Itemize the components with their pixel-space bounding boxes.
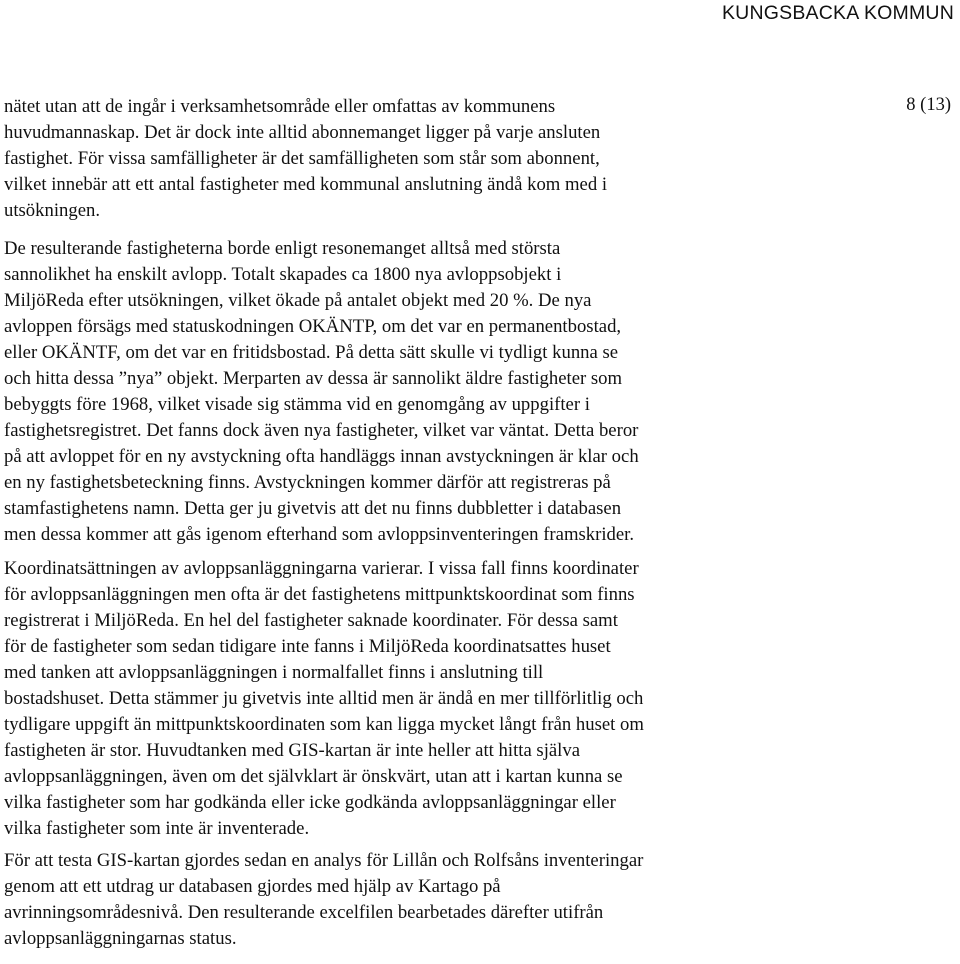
text-line: För att testa GIS-kartan gjordes sedan en analys för Lillån och Rolfsåns inventeringar <box>4 850 644 871</box>
text-line: tydligare uppgift än mittpunktskoordinaten som kan ligga mycket långt från huset om <box>4 714 644 735</box>
text-line: fastighetsregistret. Det fanns dock även nya fastigheter, vilket var väntat. Detta beror <box>4 420 639 441</box>
page-number: 8 (13) <box>906 95 951 115</box>
paragraph-3 <box>4 556 776 842</box>
text-line: nätet utan att de ingår i verksamhetsområde eller omfattas av kommunens <box>4 96 556 117</box>
text-line: utsökningen. <box>4 200 101 221</box>
text-line: för avloppsanläggningen men ofta är det fastighetens mittpunktskoordinat som finns <box>4 584 635 605</box>
paragraph-1 <box>4 94 776 224</box>
text-line: en ny fastighetsbeteckning finns. Avstyckningen kommer därför att registreras på <box>4 472 611 493</box>
organization-name: KUNGSBACKA KOMMUN <box>721 2 954 24</box>
text-line: men dessa kommer att gås igenom efterhand som avloppsinventeringen framskrider. <box>4 524 635 545</box>
text-line: sannolikhet ha enskilt avlopp. Totalt skapades ca 1800 nya avloppsobjekt i <box>4 264 562 285</box>
text-line: fastigheten är stor. Huvudtanken med GIS-kartan är inte heller att hitta själva <box>4 740 581 761</box>
text-line: vilka fastigheter som har godkända eller icke godkända avloppsanläggningar eller <box>4 792 616 813</box>
text-line: avloppen försägs med statuskodningen OKÄNTP, om det var en permanentbostad, <box>4 316 622 337</box>
text-line: genom att ett utdrag ur databasen gjordes med hjälp av Kartago på <box>4 876 501 897</box>
text-line: bostadshuset. Detta stämmer ju givetvis inte alltid men är ändå en mer tillförlitlig och <box>4 688 644 709</box>
paragraph-2 <box>4 236 776 548</box>
text-line: stamfastighetens namn. Detta ger ju givetvis att det nu finns dubbletter i databasen <box>4 498 622 519</box>
text-line: avloppsanläggningarnas status. <box>4 928 237 949</box>
text-line: vilka fastigheter som inte är inventerade. <box>4 818 310 839</box>
text-line: med tanken att avloppsanläggningen i normalfallet finns i anslutning till <box>4 662 544 683</box>
text-line: fastighet. För vissa samfälligheter är det samfälligheten som står som abonnent, <box>4 148 600 169</box>
text-line: på att avloppet för en ny avstyckning ofta handläggs innan avstyckningen är klar och <box>4 446 639 467</box>
text-line: MiljöReda efter utsökningen, vilket ökade på antalet objekt med 20 %. De nya <box>4 290 592 311</box>
text-line: huvudmannaskap. Det är dock inte alltid abonnemanget ligger på varje ansluten <box>4 122 601 143</box>
text-line: De resulterande fastigheterna borde enligt resonemanget alltså med största <box>4 238 561 259</box>
text-line: och hitta dessa ”nya” objekt. Merparten av dessa är sannolikt äldre fastigheter som <box>4 368 623 389</box>
text-line: för de fastigheter som sedan tidigare inte fanns i MiljöReda koordinatsattes huset <box>4 636 611 657</box>
document-body <box>4 94 776 952</box>
text-line: avloppsanläggningen, även om det självklart är önskvärt, utan att i kartan kunna se <box>4 766 623 787</box>
text-line: vilket innebär att ett antal fastigheter med kommunal anslutning ändå kom med i <box>4 174 608 195</box>
text-line: avrinningsområdesnivå. Den resulterande excelfilen bearbetades därefter utifrån <box>4 902 604 923</box>
paragraph-4 <box>4 848 776 952</box>
text-line: Koordinatsättningen av avloppsanläggningarna varierar. I vissa fall finns koordinater <box>4 558 639 579</box>
text-line: bebyggts före 1968, vilket visade sig stämma vid en genomgång av uppgifter i <box>4 394 590 415</box>
text-line: eller OKÄNTF, om det var en fritidsbostad. På detta sätt skulle vi tydligt kunna se <box>4 342 619 363</box>
text-line: registrerat i MiljöReda. En hel del fastigheter saknade koordinater. För dessa samt <box>4 610 618 631</box>
